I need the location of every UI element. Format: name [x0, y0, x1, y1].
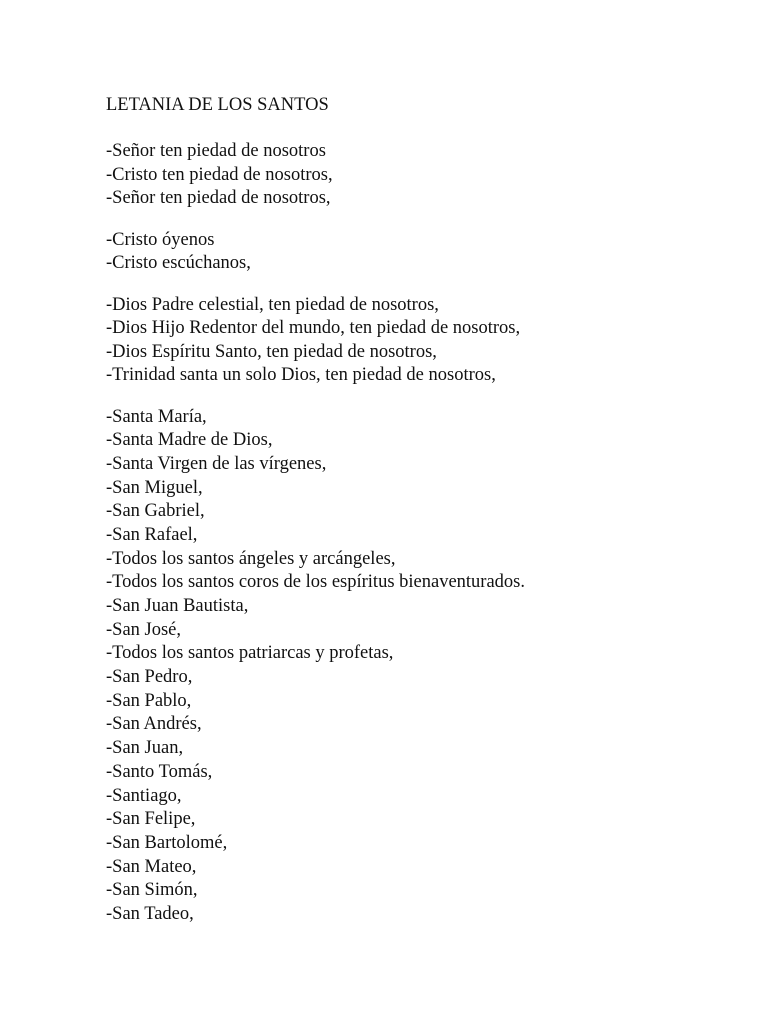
document-title: LETANIA DE LOS SANTOS: [106, 95, 329, 115]
litany-line: -Dios Espíritu Santo, ten piedad de nosotros,: [106, 341, 437, 362]
litany-line: -San Miguel,: [106, 477, 203, 498]
litany-line: -San Tadeo,: [106, 903, 194, 924]
litany-line: -Señor ten piedad de nosotros: [106, 141, 326, 161]
litany-line: -Santa Madre de Dios,: [106, 430, 273, 451]
stanza-christe: [106, 229, 746, 276]
litany-line: -Santiago,: [106, 785, 182, 806]
litany-line: -Cristo ten piedad de nosotros,: [106, 164, 333, 185]
litany-line: -Todos los santos ángeles y arcángeles,: [106, 548, 396, 569]
litany-line: -San Juan,: [106, 738, 184, 759]
stanza-saints: [106, 406, 746, 927]
litany-line: -Todos los santos coros de los espíritus bienaventurados.: [106, 572, 526, 593]
document-content: [106, 93, 746, 927]
litany-line: -San Felipe,: [106, 809, 196, 830]
litany-line: -San Mateo,: [106, 856, 197, 877]
litany-line: -Cristo óyenos: [106, 229, 215, 250]
litany-line: -San José,: [106, 619, 182, 640]
litany-line: -San Andrés,: [106, 714, 202, 735]
litany-line: -Trinidad santa un solo Dios, ten piedad de nosotros,: [106, 365, 496, 385]
litany-line: -Santa María,: [106, 406, 207, 427]
litany-line: -Dios Padre celestial, ten piedad de nosotros,: [106, 294, 439, 315]
litany-line: -Señor ten piedad de nosotros,: [106, 188, 331, 208]
litany-line: -Cristo escúchanos,: [106, 253, 251, 273]
litany-line: -Todos los santos patriarcas y profetas,: [106, 643, 394, 664]
litany-line: -Dios Hijo Redentor del mundo, ten piedad de nosotros,: [106, 318, 521, 338]
stanza-kyrie: [106, 140, 746, 211]
litany-line: -Santo Tomás,: [106, 761, 213, 782]
stanza-trinity: [106, 294, 746, 388]
litany-line: -San Bartolomé,: [106, 832, 228, 853]
litany-line: -San Pablo,: [106, 690, 192, 711]
litany-line: -Santa Virgen de las vírgenes,: [106, 453, 327, 474]
litany-line: -San Simón,: [106, 880, 198, 901]
litany-line: -San Pedro,: [106, 667, 193, 688]
litany-line: -San Gabriel,: [106, 501, 205, 522]
litany-line: -San Juan Bautista,: [106, 596, 249, 616]
litany-line: -San Rafael,: [106, 524, 198, 545]
